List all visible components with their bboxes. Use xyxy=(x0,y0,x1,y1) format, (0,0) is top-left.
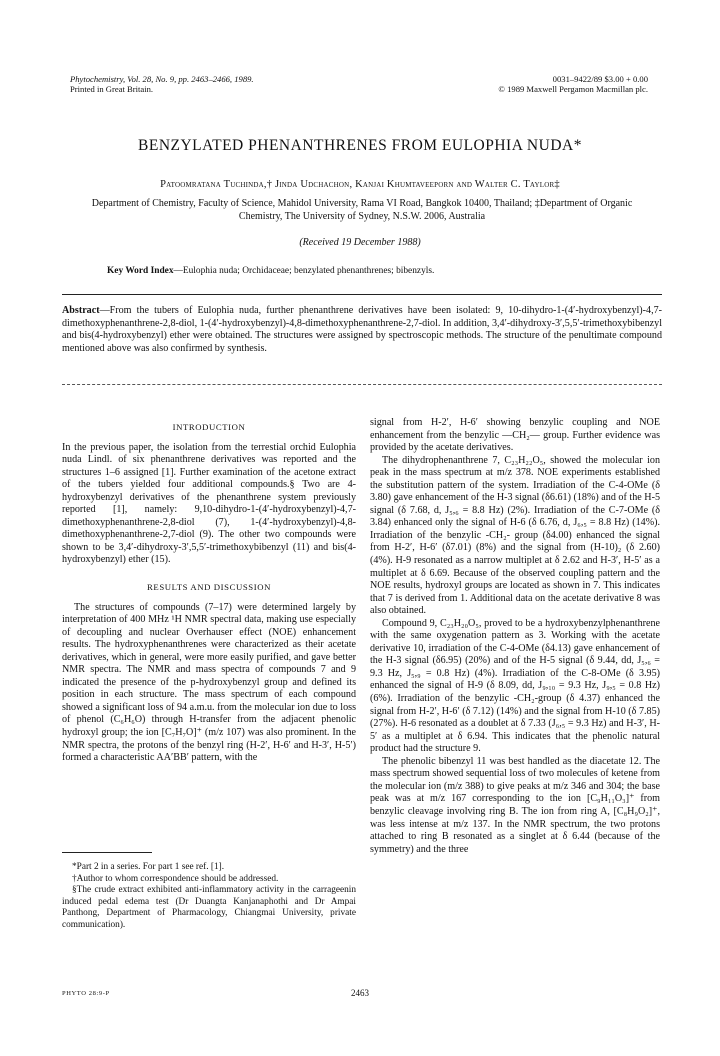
page-number: 2463 xyxy=(351,988,369,998)
left-column xyxy=(62,421,356,765)
issn: 0031–9422/89 $3.00 + 0.00 xyxy=(552,74,648,84)
abstract-text: —From the tubers of Eulophia nuda, further phenanthrene derivatives have been isolated: 9, 10-dihydro-1-(4′-hydroxybenzyl)-4,7-dimethoxyphenanthrene-2,8-diol, 1-(4′-hydroxybenzyl)-4,8-dimethoxyphenanthrene-2,7-diol. In addition, 3,4′-dihydroxy-3′,5,5′-trimethoxybibenzyl and bis(4-hydroxybenzyl) ether were obtained. The structures were assigned by spectroscopic methods. The structure of the penultimate compound mentioned above was also confirmed by synthesis. xyxy=(62,305,663,354)
footnote-rule xyxy=(62,852,152,853)
journal-header xyxy=(70,74,254,94)
keyword-label: Key Word Index xyxy=(107,266,174,276)
received-date: (Received 19 December 1988) xyxy=(299,237,421,248)
footer-code: PHYTO 28:9-P xyxy=(62,990,110,997)
introduction-paragraph: In the previous paper, the isolation from the terrestial orchid Eulophia nuda Lindl. of six phenanthrene derivatives was reported and the structures 1–6 assigned [1]. Further examination of the acetone extract of the tubers yielded four additional compounds.§ Two are 4-hydroxybenzyl derivatives of the phenanthrene system previously reported [1], namely: 9,10-dihydro-1-(4′-hydroxybenzyl)-4,7-dimethoxyphenanthrene-2,8-diol (7), 1-(4′-hydroxybenzyl)-4,8-dimethoxyphenanthrene-2,7-diol (9). The other two compounds were shown to be 3,4′-dihydroxy-3′,5,5′-trimethoxybibenzyl (11) and bis(4-hydroxybenzyl) ether (15). xyxy=(62,441,356,566)
paper-title: BENZYLATED PHENANTHRENES FROM EULOPHIA NUDA* xyxy=(138,137,582,154)
body-paragraph: The phenolic bibenzyl 11 was best handled as the diacetate 12. The mass spectrum showed sequential loss of two molecules of ketene from the molecular ion (m/z 388) to give peaks at m/z 346 and 304; the base peak was at m/z 167 corresponding to the ion [C₉H₁₁O₃]⁺ from benzylic cleavage involving ring B. The ion from ring A, [C₈H₉O₂]⁺, was less intense at m/z 137. In the NMR spectrum, the two protons attached to ring B resonated as a singlet at δ 6.44 (because of the symmetry) and the three xyxy=(370,755,660,855)
abstract-label: Abstract xyxy=(62,305,100,316)
footnotes xyxy=(62,862,356,932)
author-list: Patoomratana Tuchinda,† Jinda Udchachon, Kanjai Khumtaveeporn and Walter C. Taylor‡ xyxy=(160,179,560,190)
abstract-top-rule xyxy=(62,294,662,295)
copyright: © 1989 Maxwell Pergamon Macmillan plc. xyxy=(498,84,648,94)
body-paragraph: The dihydrophenanthrene 7, C₂₃H₂₂O₅, showed the molecular ion peak in the mass spectrum at m/z 378. NOE experiments established the substitution pattern of the system. Irradiation of the C-4-OMe (δ 3.80) gave enhancement of the H-3 signal (δ6.61) (18%) and of the H-5 signal (δ 7.68, d, J₅,₆ = 8.8 Hz) (2%). Irradiation of the C-7-OMe (δ 3.84) enhanced only the signal of H-6 (δ 6.76, d, J₆,₅ = 8.8 Hz) (14%). Irradiation of the benzylic -CH₂- group (δ4.00) enhanced the signal from H-2′, H-6′ (δ7.01) (8%) and the signal from (H-10)₂ (δ 2.60) (4%). H-9 resonated as a narrow multiplet at δ 2.62 and H-3′, H-5′ as a multiplet at δ 6.69. Because of the observed coupling pattern and the NOE results, hydroxyl groups are located as shown in 7. This indicates that 7 is derived from 1. Additional data on the acetate derivative 8 was also obtained. xyxy=(370,454,660,617)
right-column xyxy=(370,417,660,856)
affiliation: Department of Chemistry, Faculty of Science, Mahidol University, Rama VI Road, Bangkok 10400, Thailand; ‡Department of Organic Chemistry, The University of Sydney, N.S.W. 2006, Australia xyxy=(91,198,633,222)
footnote: §The crude extract exhibited anti-inflammatory activity in the carrageenin induced pedal edema test (Dr Duangta Kanjanaphothi and Dr Ampai Panthong, Department of Pharmacology, Chiangmai University, private communication). xyxy=(62,885,356,930)
abstract xyxy=(62,305,662,355)
printed-in: Printed in Great Britain. xyxy=(70,84,154,94)
footnote: †Author to whom correspondence should be addressed. xyxy=(72,873,279,884)
body-paragraph: signal from H-2′, H-6′ showing benzylic coupling and NOE enhancement from the benzylic —CH₂— group. Further evidence was provided by the acetate derivatives. xyxy=(370,417,660,454)
results-heading: RESULTS AND DISCUSSION xyxy=(147,582,271,593)
abstract-bottom-rule xyxy=(62,384,662,385)
keyword-index xyxy=(107,266,667,276)
introduction-heading: INTRODUCTION xyxy=(172,422,246,432)
body-paragraph: Compound 9, C₂₃H₂₀O₅, proved to be a hydroxybenzylphenanthrene with the same oxygenation pattern as 3. Working with the acetate derivative 10, irradiation of the C-4-OMe (δ4.13) gave enhancement of the H-3 signal (δ6.95) (20%) and of the H-5 signal (δ 9.44, dd, J₅,₆ = 9.3 Hz, J₅,₉ = 0.8 Hz) (4%). Irradiation of the C-8-OMe (δ 3.95) enhanced the signal of H-9 (δ 8.09, dd, J₉,₁₀ = 9.3 Hz, J₉,₅ = 0.8 Hz) (6%). Irradiation of the benzylic -CH₂-group (δ 4.37) enhanced the signal from H-2′, H-6′ (δ 7.12) (14%) and the signal from H-10 (δ 7.85) (27%). H-6 resonated as a doublet at δ 7.33 (J₆,₅ = 9.3 Hz) and H-3′, H-5′ as a multiplet at δ 6.94. This indicates that the phenolic natural product had the structure 9. xyxy=(370,617,660,755)
copyright-header xyxy=(498,74,648,94)
journal-citation: Phytochemistry, Vol. 28, No. 9, pp. 2463–2466, 1989. xyxy=(70,74,254,84)
results-paragraph: The structures of compounds (7–17) were determined largely by interpretation of 400 MHz ¹H NMR spectral data, making use especially of decoupling and nuclear Overhauser effect (NOE) enhancement results. The hydroxyphenanthrenes were characterized as their acetate derivatives, which in general, were more easily purified, and gave better NMR spectra. The NMR and mass spectra of compounds 7 and 9 indicated the presence of the p-hydroxybenzyl group and defined its position in each structure. The mass spectrum of each compound showed a significant loss of 94 a.m.u. from the molecular ion due to loss of phenol (C₆H₆O) through H-transfer from the adjacent phenolic hydroxyl group; the ion [C₇H₇O]⁺ (m/z 107) was also prominent. In the NMR spectra, the protons of the benzyl ring (H-2′, H-6′ and H-3′, H-5′) formed a characteristic AA′BB′ pattern, with the xyxy=(62,601,356,764)
footnote: *Part 2 in a series. For part 1 see ref. [1]. xyxy=(72,862,225,872)
keyword-text: —Eulophia nuda; Orchidaceae; benzylated phenanthrenes; bibenzyls. xyxy=(173,266,435,276)
